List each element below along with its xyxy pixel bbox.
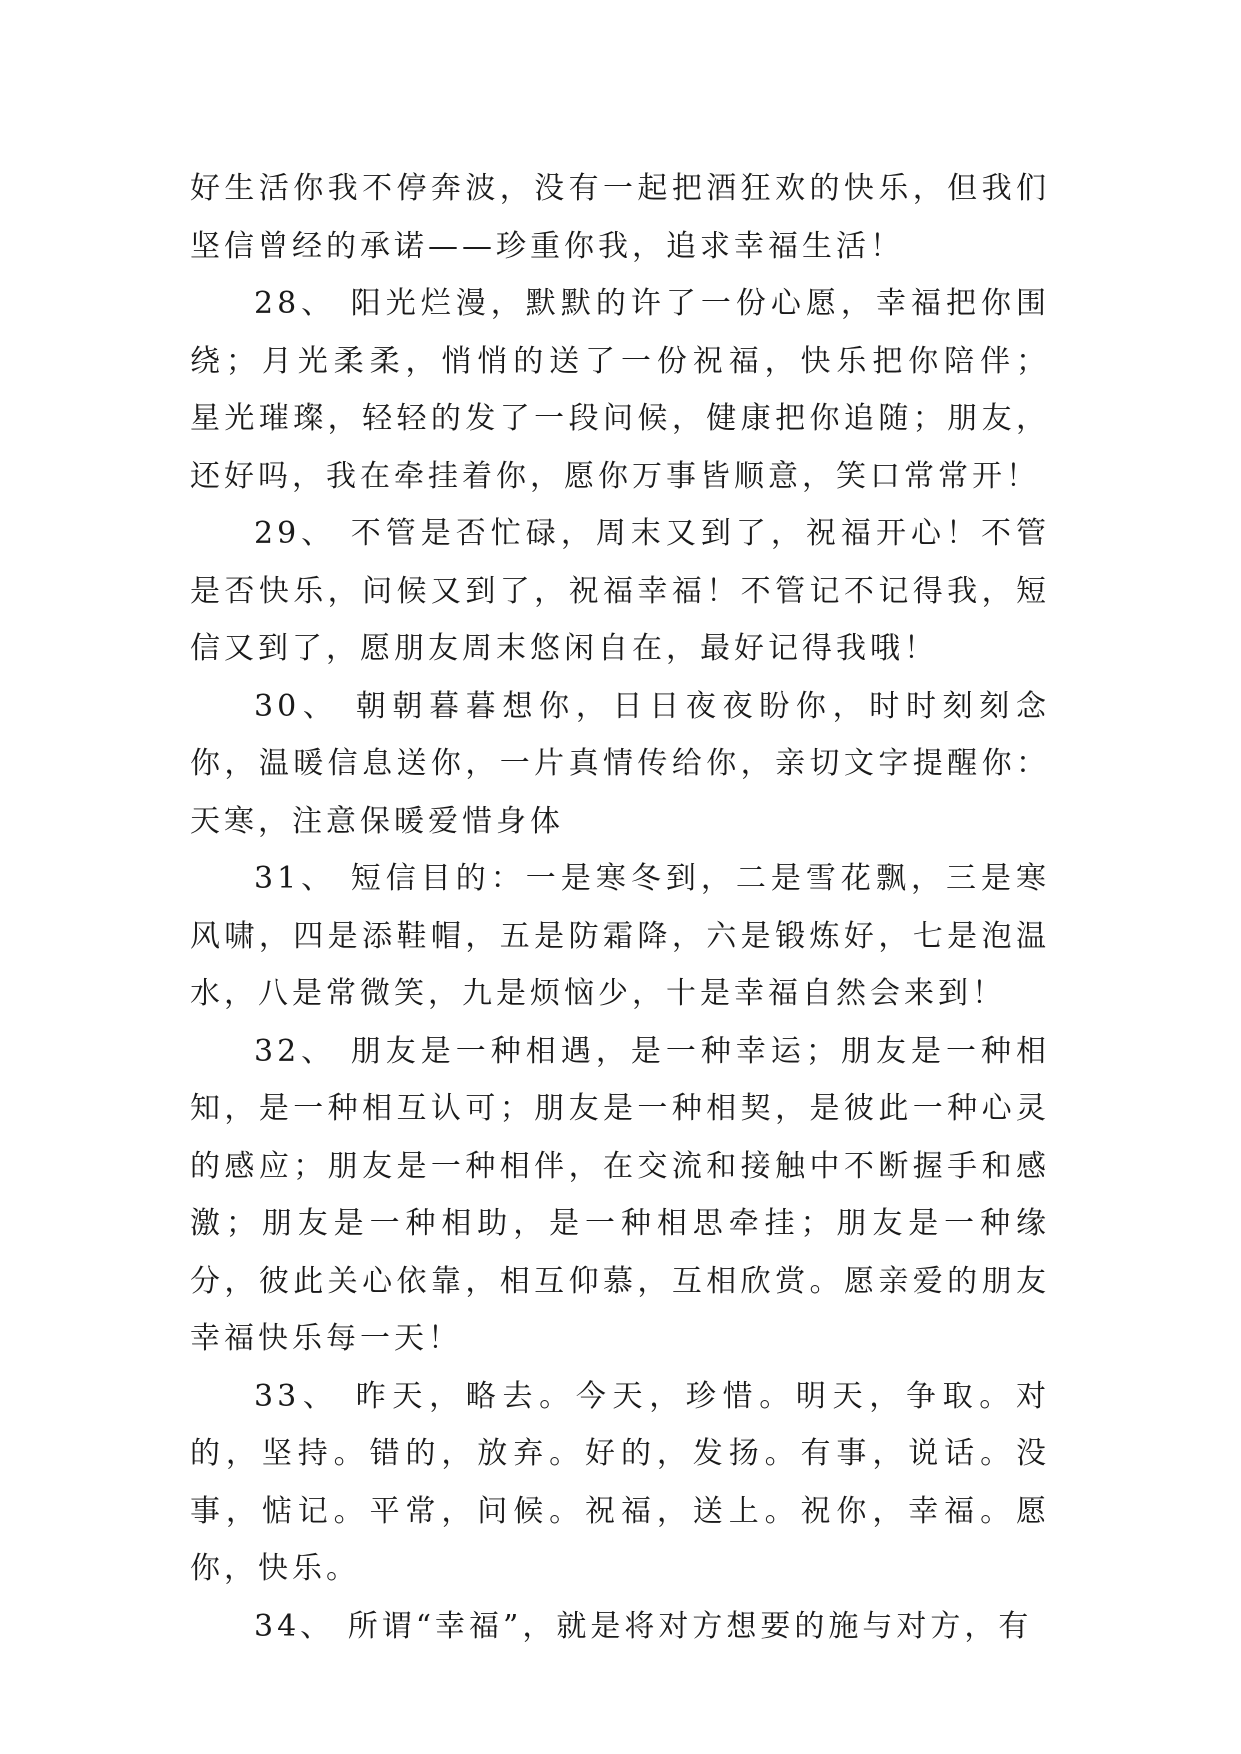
- paragraph-30: 30、 朝朝暮暮想你，日日夜夜盼你，时时刻刻念你，温暖信息送你，一片真情传给你，亲切文字提醒你：天寒，注意保暖爱惜身体: [190, 688, 1050, 839]
- paragraph-33: 33、 昨天，略去。今天，珍惜。明天，争取。对的，坚持。错的，放弃。好的，发扬。有事，说话。没事，惦记。平常，问候。祝福，送上。祝你，幸福。愿你，快乐。: [190, 1378, 1050, 1586]
- paragraph-34: 34、 所谓“幸福”，就是将对方想要的施与对方，有: [254, 1608, 1033, 1644]
- paragraph-29: 29、 不管是否忙碌，周末又到了，祝福开心！不管是否快乐，问候又到了，祝福幸福！不管记不记得我，短信又到了，愿朋友周末悠闲自在，最好记得我哦！: [190, 516, 1050, 666]
- paragraph-28: 28、 阳光烂漫，默默的许了一份心愿，幸福把你围绕；月光柔柔，悄悄的送了一份祝福，快乐把你陪伴； 星光璀璨，轻轻的发了一段问候，健康把你追随；朋友，还好吗，我在牵挂着你，愿你万事皆顺意，笑口常常开！: [190, 286, 1050, 494]
- paragraph-31: 31、 短信目的：一是寒冬到，二是雪花飘，三是寒风啸，四是添鞋帽，五是防霜降，六是锻炼好，七是泡温水，八是常微笑，九是烦恼少，十是幸福自然会来到！: [190, 861, 1050, 1011]
- paragraph-32: 32、 朋友是一种相遇，是一种幸运；朋友是一种相知，是一种相互认可；朋友是一种相契，是彼此一种心灵的感应；朋友是一种相伴，在交流和接触中不断握手和感激；朋友是一种相助，是一种相思牵挂；朋友是一种缘分，彼此关心依靠，相互仰慕，互相欣赏。愿亲爱的朋友幸福快乐每一天！: [190, 1033, 1050, 1356]
- document-body: [190, 160, 1050, 1655]
- paragraph-continued: 好生活你我不停奔波，没有一起把酒狂欢的快乐，但我们坚信曾经的承诺——珍重你我，追求幸福生活！: [190, 171, 1050, 264]
